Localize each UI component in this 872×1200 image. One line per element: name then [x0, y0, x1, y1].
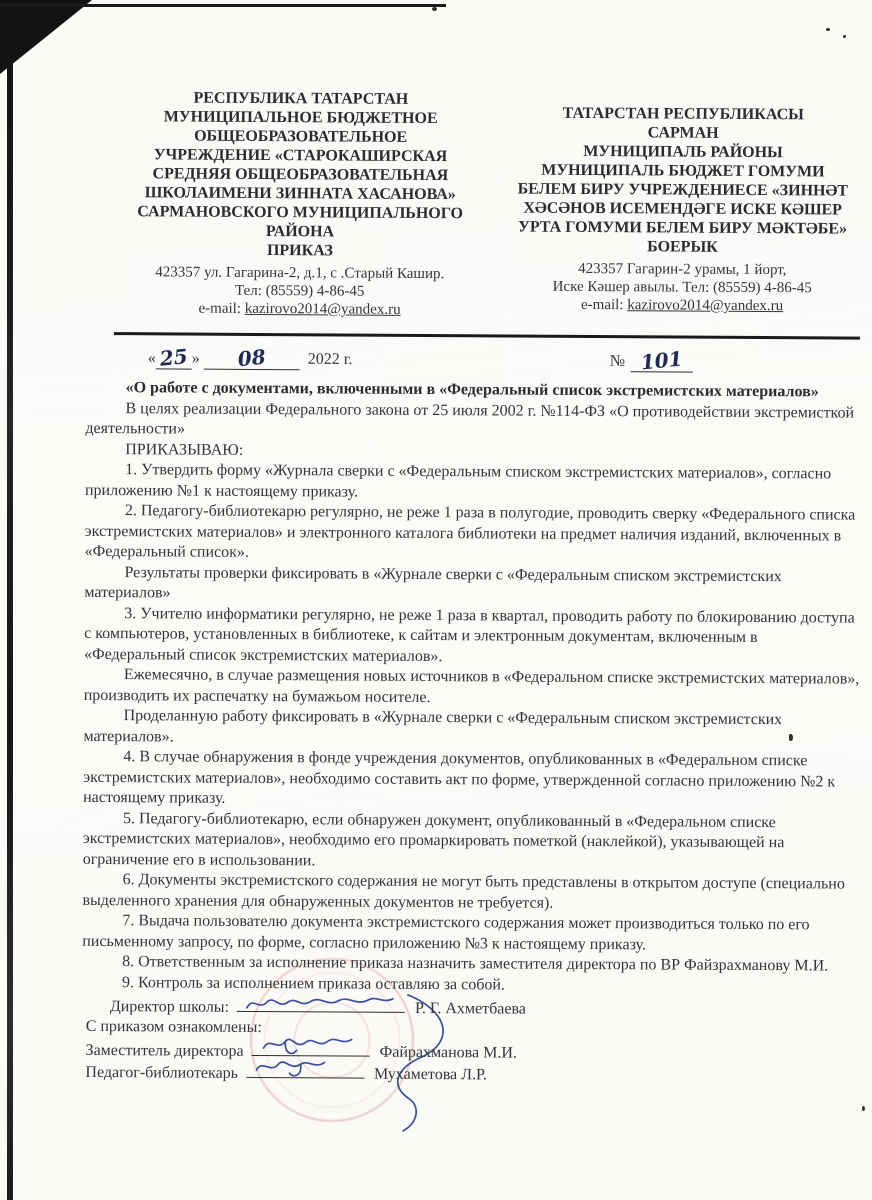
day-blank	[156, 344, 192, 371]
order-paragraph: 9. Контроль за исполнением приказа оставляю за собой.	[121, 973, 506, 993]
deputy-name: Файрахманова М.И.	[379, 1043, 517, 1062]
order-paragraph: 5. Педагогу-библиотекарю, если обнаружен документ, опубликованный в «Федеральном списке экстремистских материалов», необходимо его промаркировать пометкой (наклейкой), указывающей на ограничение его в использовании.	[82, 809, 785, 869]
order-paragraph: 2. Педагогу-библиотекарю регулярно, не реже 1 раза в полугодие, проводить сверку «Федерального списка экстремистских материалов» и электронного каталога библиотеки на предмет наличия изданий, включенных в «Федеральный список».	[84, 502, 856, 561]
scan-speck	[789, 734, 793, 741]
year-text: 2022 г.	[307, 350, 353, 369]
letterhead-line: БЕЛЕМ БИРУ УЧРЕЖДЕНИЕСЕ «ЗИННӘТ	[517, 180, 849, 200]
email-address: kazirovo2014@yandex.ru	[244, 300, 401, 318]
email-line	[108, 299, 491, 319]
letterhead-line: ШКОЛАИМЕНИ ЗИННАТА ХАСАНОВА»	[144, 184, 456, 204]
letterhead-line: УЧРЕЖДЕНИЕ «СТАРОКАШИРСКАЯ	[153, 146, 448, 166]
director-label: Директор школы:	[109, 998, 230, 1016]
letterhead	[0, 0, 872, 322]
scan-speck	[843, 35, 846, 38]
scan-left-edge-artifact	[7, 0, 13, 1200]
director-signature-ink	[241, 992, 401, 1017]
handwritten-day: 25	[158, 344, 189, 371]
address-line: 423357 ул. Гагарина-2, д.1, с .Старый Кашир.	[155, 264, 445, 283]
letterhead-line: УРТА ГОМУМИ БЕЛЕМ БИРУ МӘКТӘБЕ»	[518, 218, 848, 238]
letterhead-line: СРЕДНЯЯ ОБЩЕОБРАЗОВАТЕЛЬНАЯ	[152, 165, 449, 185]
phone-line: Тел: (85559) 4-86-45	[234, 282, 365, 300]
acknowledged-label: С приказом ознакомлены:	[85, 1017, 262, 1037]
letterhead-line: САРМАН	[647, 124, 719, 142]
number-blank	[631, 346, 693, 375]
scan-speck	[432, 7, 437, 11]
letterhead-line: МУНИЦИПАЛЬНОЕ БЮДЖЕТНОЕ	[163, 108, 438, 128]
open-quote: «	[147, 349, 156, 367]
document-type-boeryk: БОЕРЫК	[647, 238, 718, 256]
order-paragraph: Ежемесячно, в случае размещения новых источников в «Федеральном списке экстремистских материалов», производить их распечатку на бумажьом носителе.	[83, 666, 860, 706]
date-number-line	[86, 344, 862, 379]
letterhead-line: САРМАНОВСКОГО МУНИЦИПАЛЬНОГО	[137, 203, 464, 223]
letterhead-line: ТАТАРСТАН РЕСПУБЛИКАСЫ	[562, 104, 804, 124]
month-blank	[204, 344, 300, 372]
order-number-group	[609, 346, 693, 375]
order-paragraph: 7. Выдача пользователю документа экстремистского содержания может производиться только по его письменному запросу, по форме, согласно приложению №3 к настоящему приказу.	[82, 912, 810, 953]
letterhead-tatar	[494, 90, 871, 315]
librarian-label: Педагог-библиотекарь	[85, 1063, 239, 1082]
librarian-name: Мухаметова Л.Р.	[373, 1065, 487, 1084]
number-sign: №	[609, 352, 626, 370]
letterhead-line: МУНИЦИПАЛЬ БЮДЖЕТ ГОМУМИ	[541, 161, 825, 181]
close-quote: »	[191, 350, 200, 368]
letterhead-line: МУНИЦИПАЛЬ РАЙОНЫ	[583, 142, 783, 162]
deputy-signature-line	[252, 1040, 370, 1057]
librarian-signature-line	[246, 1062, 364, 1079]
order-paragraph: Проделанную работу фиксировать в «Журнале сверки с «Федеральным списком экстремистских материалов».	[83, 707, 783, 745]
librarian-signature-ink	[250, 1056, 350, 1083]
signature-block	[81, 995, 858, 1088]
letterhead-line: РЕСПУБЛИКА ТАТАРСТАН	[193, 89, 409, 108]
director-signature-line	[237, 996, 405, 1013]
director-name: Р. Г. Ахметбаева	[414, 999, 526, 1018]
email-line	[494, 295, 870, 315]
email-address: kazirovo2014@yandex.ru	[627, 297, 784, 315]
deputy-label: Заместитель директора	[85, 1041, 244, 1060]
order-paragraph: 8. Ответственным за исполнение приказа назначить заместителя директора по ВР Файзрахманову М.И.	[122, 953, 829, 975]
scan-speck	[826, 28, 830, 31]
scan-top-edge-artifact	[0, 4, 446, 7]
order-paragraph: 4. В случае обнаружения в фонде учреждения документов, опубликованных в «Федеральном списке экстремистских материалов», необходимо составить акт по форме, утвержденной согласно приложению №2 к настоящему приказу.	[83, 748, 836, 807]
order-paragraph: 3. Учителю информатики регулярно, не реже 1 раза в квартал, проводить работу по блокированию доступа с компьютеров, установленных в библиотеке, к сайтам и электронным документам, включенным в «Федеральный список экстремистских материалов».	[83, 604, 855, 665]
divider-rule	[114, 332, 860, 340]
phone-line: Иске Кәшер авылы. Тел: (85559) 4-86-45	[552, 278, 812, 297]
letterhead-line: РАЙОНА	[265, 223, 335, 241]
letterhead-line: ХӘСӘНОВ ИСЕМЕНДӘГЕ ИСКЕ КӘШЕР	[523, 199, 843, 219]
email-prefix: e-mail:	[198, 300, 245, 317]
address-line: 423357 Гагарин-2 урамы, 1 йорт,	[578, 260, 787, 279]
letterhead-russian	[108, 88, 492, 319]
order-paragraph: 1. Утвердить форму «Журнала сверки с «Федеральным списком экстремистских материалов», согласно приложению №1 к настоящему приказу.	[84, 461, 832, 501]
order-title: «О работе с документами, включенными в «Федеральный список экстремистских материалов»	[125, 379, 819, 401]
handwritten-month: 08	[236, 344, 267, 372]
order-body	[81, 344, 861, 1088]
handwritten-number: 101	[640, 346, 685, 375]
order-paragraph: Результаты проверки фиксировать в «Журнале сверки с «Федеральным списком экстремистских материалов»	[84, 563, 782, 602]
scan-speck	[862, 1106, 865, 1111]
email-prefix: e-mail:	[581, 296, 628, 314]
order-paragraph: В целях реализации Федерального закона от 25 июля 2002 г. №114-ФЗ «О противодействии экстремисткой деятельности»	[85, 399, 855, 438]
order-paragraph: 6. Документы экстремистского содержания не могут быть представлены в открытом доступе (специально выделенного хранения для обнаруженных документов не требуется).	[82, 871, 845, 912]
librarian-signature-row	[81, 1061, 857, 1088]
order-paragraph-prikazyvayu: ПРИКАЗЫВАЮ:	[125, 440, 244, 459]
document-type-prikaz: ПРИКАЗ	[266, 242, 333, 260]
letterhead-line: ОБЩЕОБРАЗОВАТЕЛЬНОЕ	[194, 127, 408, 146]
